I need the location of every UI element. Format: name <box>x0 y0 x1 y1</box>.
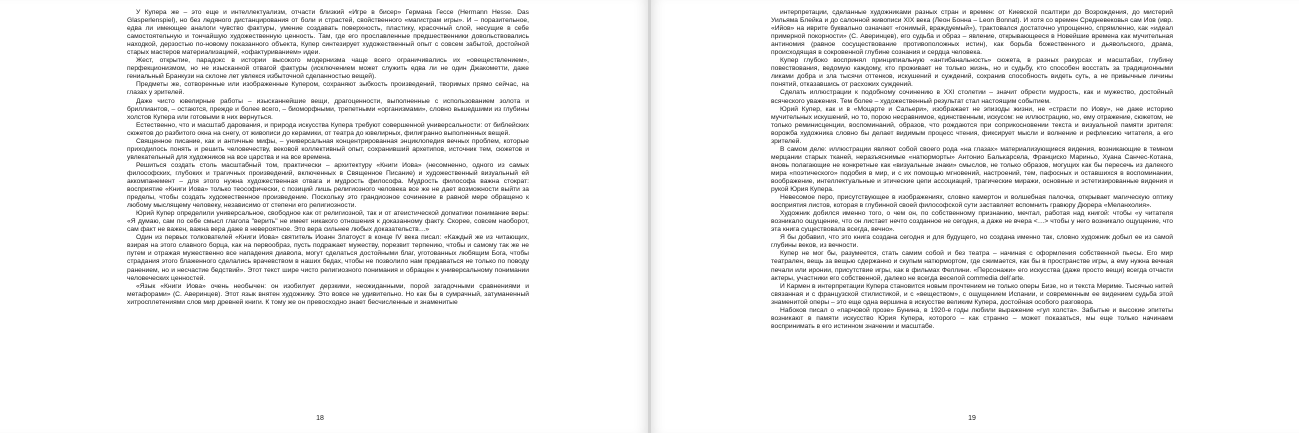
paragraph: Набоков писал о «парчовой прозе» Бунина, в 1920-е годы любили выражение «гул холста». Забытые и высокие эпитеты возникают в памяти искусство Юрия Купера, которого – как странно – может показаться, мы еще только начинаем воспринимать в его истинном значении и масштабе. <box>771 306 1173 330</box>
paragraph: Я бы добавил, что это книга создана сегодня и для будущего, но создана именно так, словно художник добыл ее из самой глубины веков, из вечности. <box>771 234 1173 250</box>
page-number: 19 <box>968 415 976 422</box>
left-page-text <box>127 9 529 409</box>
paragraph: Юрий Купер определили универсальное, свободное как от религиозной, так и от атеистической догматики понимание веры: «Я думаю, сам по себе смысл глагола "верить" не имеет никакого отношения к доказанному факту. Скорее, совсем наоборот, сам факт не важен, важна вера даже в невероятное. Это вера сильнее любых доказательств…» <box>127 210 529 234</box>
paragraph: Художник добился именно того, о чем он, по собственному признанию, мечтал, работая над книгой: чтобы «у читателя возникало ощущение, что он листает нечто созданное не сегодня, а даже не вчера <…> чтобы у него возникало ощущение, что эта книга существовала всегда, вечно». <box>771 210 1173 234</box>
paragraph: Купер глубоко воспринял принципиальную «антибанальность» сюжета, в разных ракурсах и масштабах, глубину повествования, ведомую каждому, кто проживает не только жизнь, но и судьбу, кто способен восстать за традиционными ликами добра и зла тысячи оттенков, искушений и суждений, сохранив способность видеть суть, а не привычные личины понятий, отказавшись от расхожих суждений. <box>771 57 1173 89</box>
paragraph: Решиться создать столь масштабный том, практически – архитектуру «Книги Иова» (несомненно, одного из самых философских, глубоких и трагичных произведений, включенных в Священное Писание) и художественный визуальный ей аккомпанемент – для этого нужна художественная отвага и мудрость философа. Мудрость философа важна стократ: восприятие «Книги Иова» только теософически, с позиций лишь религиозного человека все же не дает возможности выйти за пределы, чтобы создать художественное произведение. Поскольку это грандиозное сочинение в равной мере обращено к любому мыслящему человеку, независимо от степени его религиозности. <box>127 161 529 210</box>
right-page <box>651 0 1299 433</box>
page-number: 18 <box>316 415 324 422</box>
paragraph: У Купера же – это еще и интеллектуализм, отчасти близкий «Игре в бисер» Германа Гессе (Hermann Hesse. Das Glasperlenspiel), но без ледяного дистанцирования от боли и страстей, свойственного «магистрам игры». И – поразительное, едва ли имеющее аналоги чувство фактуры, умение создавать поверхность, пластику, красочный слой, несущие в себе самостоятельную и тончайшую художественную ценность. Там, где его прославленные предшественники довольствовались находкой, дерзостью по-новому показанного объекта, Купер синтезирует художественный опыт с совсем забытой, достойной старых мастеров материализацией, «офактуриванием» идеи. <box>127 9 529 57</box>
paragraph: Жест, открытие, парадокс в истории высокого модернизма чаще всего ограничивались их «овеществлением», перфекционизмом, но не изысканной отвагой фактуры (исключением может служить едва ли не один Джакометти, даже гениальный Бранкузи на склоне лет увлекся избыточной сделанностью вещей). <box>127 57 529 81</box>
paragraph: Юрий Купер, как и в «Моцарте и Сальери», изображает не эпизоды жизни, не «страсти по Иову», не даже историю мучительных искушений, но то, порою несравнимое, единственным, искусом: не иллюстрацию, но, ему отражение, сюжетом, не только реминисценции, воспоминаний, образов, что рождаются при соприкосновении текста и визуальной памяти зрителя: ворожба художника словно бы делает видимым процесс чтения, фиксирует мысли и волнение и рефлексию читателя, а его зрителей. <box>771 105 1173 145</box>
paragraph: интерпретации, сделанные художниками разных стран и времен: от Киевской псалтири до Возрождения, до мистерий Уильяма Блейка и до салонной живописи XIX века (Леон Бонна – Leon Bonnat). И хотя со времен Средневековья сам Иов (ивр. «Ийов» на иврите буквально означает «гонимый, враждуемый»), трактовался достаточно упрощенно, спрямленно, как «идеал примерной покорности» (С. Аверинцев), его судьба и образ – явление, открывающееся в Новейшие времена как мучительная антиномия (равное сосуществование противоположных истин), как борьба божественного и дьявольского, драма, происходящая в сокровенной глубине сознания и сердца человека. <box>771 9 1173 57</box>
paragraph: В самом деле: иллюстрации являют собой своего рода «на глазах» материализующиеся видения, возникающие в темном мерцании старых тканей, неразъяснимые «натюрморты» Антонио Балькарсела, Франциско Мариньо, Хуана Санчес-Котана, вновь полагающие не конкретные как «визуальные знаки» смыслов, не только образов, могущих как бы пересечь из далекого мира «поэтического» подобия в мир, и с их помощью мгновений, настроений, тем, пафосных и оставшихся в воспоминании, воображение, интеллектуальные и этические цепи ассоциаций, трагические миражи, основные и эстетизированные видения и рукой Юрия Купера. <box>771 145 1173 194</box>
paragraph: Купер не мог бы, разумеется, стать самим собой и без театра – начиная с оформления собственной пьесы. Его мир театрален, вещь за вещью сдержанно и скупым натюрмортом, где сжимается, как бы в пространстве игры, а ему нужна вечная печали или иронии, присутствие игры, как в фильмах Феллини. «Персонажи» его искусства (даже просто вещи) всегда отчасти актеры, участники его собственной, далеко не всегда веселой commedia dell’arte. <box>771 250 1173 282</box>
paragraph: Невесомое перо, присутствующее в изображениях, словно камертон и волшебная палочка, открывает магическую оптику восприятия листов, которая в глубинной своей философской сути заставляет вспомнить гравюру Дюрера «Меланхолия». <box>771 194 1173 210</box>
right-page-text <box>771 9 1173 409</box>
paragraph: Один из первых толкователей «Книги Иова» святитель Иоанн Златоуст в конце IV века писал: «Каждый же из читающих, взирая на этого славного борца, как на первообраз, пусть подражает мужеству, порезвит терпению, чтобы и самому так же не путем и отражая мужественно все нападения диавола, могут сделаться достойными благ, уготованных любящим Бога, чтобы страдания этого блаженного сделались врачевством в наших бедах, чтобы не позволило нам предаваться не только по поводу ранением, но и несчастие бедствий». Этот текст шире чисто религиозного понимания и обращен к универсальному понимании человеческих ценностей. <box>127 234 529 282</box>
paragraph: Священное писание, как и античные мифы, – универсальная концентрированная энциклопедия вечных проблем, которые приходилось понять и решить человечеству, вековой коллективный опыт, сохранивший архетипов, источник тем, сюжетов и увлекательный для художников на все царства и на все времена. <box>127 137 529 161</box>
paragraph: И Кармен в интерпретации Купера становится новым прочтением не только оперы Бизе, но и текста Мериме. Тысячью нитей связанная и с французской стилистикой, и с «веществом», с ощущением Испании, и современным ее видением судьба этой знаменитой оперы – это еще одна вершина в искусстве великим Купера, достойная особого разговора. <box>771 282 1173 306</box>
paragraph: Предметы же, сотворенные или изображенные Купером, сохраняют зыбкость произведений, творимых прямо сейчас, на глазах у зрителей. <box>127 81 529 97</box>
paragraph: Даже чисто ювелирные работы – изысканнейшие вещи, драгоценности, выполненные с использованием золота и бриллиантов, – остаются, прежде и более всего, – биоморфными, трепетными «организмами», словно вышедшими из глубины холстов Купера или готовыми в них вернуться. <box>127 97 529 121</box>
paragraph: Естественно, что и масштаб дарования, и природа искусства Купера требуют совершенной универсальности: от библейских сюжетов до разбитого окна на снегу, от живописи до керамики, от театра до ювелирных, филигранно выполненных вещей. <box>127 121 529 137</box>
paragraph: Сделать иллюстрации к подобному сочинению в XXI столетии – значит обрести мудрость, как и мужество, достойный всяческого уважения. Тем более – художественный результат стал настоящим событием. <box>771 89 1173 105</box>
paragraph: «Язык «Книги Иова» очень необычен: он изобилует дерзкими, неожиданными, порой загадочными сравнениями и метафорами» (С. Аверинцев). Этот язык внятен художнику. Это вовсе не удивительно. Но как бы в сумрачный, затуманенный хитросплетениями слов мир древней книги. К тому же он превосходно знает бесчисленные и знаменитые <box>127 282 529 306</box>
left-page <box>0 0 648 433</box>
